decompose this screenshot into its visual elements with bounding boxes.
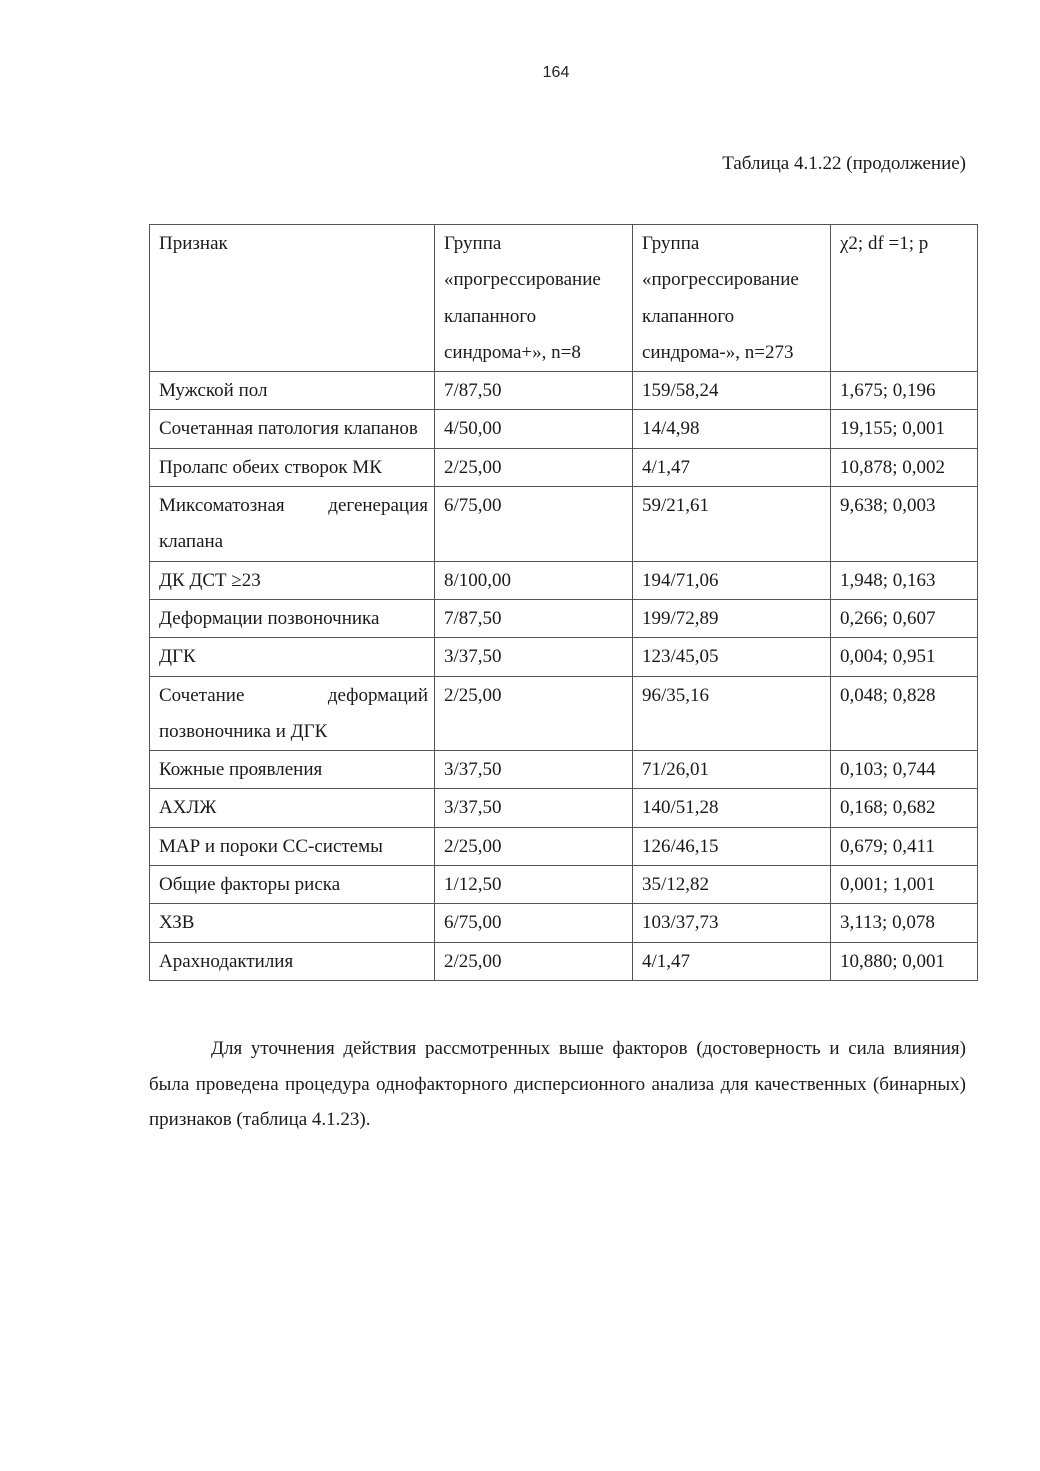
chi-square-cell: 0,103; 0,744 bbox=[831, 751, 978, 789]
page-number: 164 bbox=[542, 64, 570, 81]
group-plus-cell: 3/37,50 bbox=[435, 638, 633, 676]
chi-square-cell: 3,113; 0,078 bbox=[831, 904, 978, 942]
table-row bbox=[150, 372, 978, 410]
group-plus-cell: 6/75,00 bbox=[435, 487, 633, 562]
group-plus-cell: 7/87,50 bbox=[435, 599, 633, 637]
table-row bbox=[150, 448, 978, 486]
table-row bbox=[150, 789, 978, 827]
group-minus-cell: 4/1,47 bbox=[633, 942, 831, 980]
feature-cell: Общие факторы риска bbox=[150, 866, 435, 904]
group-minus-cell: 14/4,98 bbox=[633, 410, 831, 448]
group-minus-cell: 123/45,05 bbox=[633, 638, 831, 676]
feature-cell: Миксоматозная дегенерация клапана bbox=[150, 487, 435, 562]
header-line: «прогрессирование bbox=[642, 269, 799, 291]
chi-square-cell: 1,675; 0,196 bbox=[831, 372, 978, 410]
group-plus-cell: 1/12,50 bbox=[435, 866, 633, 904]
header-line: Признак bbox=[159, 233, 228, 254]
header-group-minus bbox=[633, 225, 831, 372]
group-minus-cell: 140/51,28 bbox=[633, 789, 831, 827]
header-line: «прогрессирование bbox=[444, 269, 601, 291]
group-minus-cell: 71/26,01 bbox=[633, 751, 831, 789]
group-plus-cell: 2/25,00 bbox=[435, 676, 633, 751]
feature-cell: ДГК bbox=[150, 638, 435, 676]
header-group-plus bbox=[435, 225, 633, 372]
data-table bbox=[149, 224, 978, 981]
feature-cell: Кожные проявления bbox=[150, 751, 435, 789]
table-row bbox=[150, 599, 978, 637]
group-plus-cell: 2/25,00 bbox=[435, 827, 633, 865]
group-plus-cell: 2/25,00 bbox=[435, 448, 633, 486]
table-caption: Таблица 4.1.22 (продолжение) bbox=[722, 153, 966, 174]
chi-square-cell: 10,880; 0,001 bbox=[831, 942, 978, 980]
chi-square-cell: 0,168; 0,682 bbox=[831, 789, 978, 827]
feature-cell: АХЛЖ bbox=[150, 789, 435, 827]
header-line: Группа bbox=[642, 233, 700, 254]
feature-cell: Сочетанная патология клапанов bbox=[150, 410, 435, 448]
group-minus-cell: 4/1,47 bbox=[633, 448, 831, 486]
feature-cell: Деформации позвоночника bbox=[150, 599, 435, 637]
group-plus-cell: 7/87,50 bbox=[435, 372, 633, 410]
group-plus-cell: 3/37,50 bbox=[435, 751, 633, 789]
table-row bbox=[150, 827, 978, 865]
table-row bbox=[150, 866, 978, 904]
table-row bbox=[150, 904, 978, 942]
group-plus-cell: 2/25,00 bbox=[435, 942, 633, 980]
header-line: Группа bbox=[444, 233, 502, 254]
group-minus-cell: 103/37,73 bbox=[633, 904, 831, 942]
chi-square-cell: 0,679; 0,411 bbox=[831, 827, 978, 865]
chi-square-cell: 10,878; 0,002 bbox=[831, 448, 978, 486]
group-plus-cell: 3/37,50 bbox=[435, 789, 633, 827]
table-row bbox=[150, 487, 978, 562]
chi-square-cell: 19,155; 0,001 bbox=[831, 410, 978, 448]
header-line: синдрома-», n=273 bbox=[642, 341, 794, 363]
feature-cell: Сочетание деформаций позвоночника и ДГК bbox=[150, 676, 435, 751]
chi-square-cell: 0,001; 1,001 bbox=[831, 866, 978, 904]
table-row bbox=[150, 751, 978, 789]
header-feature bbox=[150, 225, 435, 372]
table-row bbox=[150, 561, 978, 599]
group-minus-cell: 194/71,06 bbox=[633, 561, 831, 599]
chi-square-cell: 0,048; 0,828 bbox=[831, 676, 978, 751]
group-plus-cell: 4/50,00 bbox=[435, 410, 633, 448]
table-row bbox=[150, 942, 978, 980]
feature-cell: Пролапс обеих створок МК bbox=[150, 448, 435, 486]
header-line: клапанного bbox=[444, 305, 537, 327]
group-minus-cell: 159/58,24 bbox=[633, 372, 831, 410]
body-paragraph: Для уточнения действия рассмотренных выше факторов (достоверность и сила влияния) была проведена процедура однофакторного дисперсионного анализа для качественных (бинарных) признаков (таблица 4.1.23). bbox=[149, 1038, 966, 1130]
chi-square-cell: 0,004; 0,951 bbox=[831, 638, 978, 676]
feature-cell: ХЗВ bbox=[150, 904, 435, 942]
chi-square-cell: 0,266; 0,607 bbox=[831, 599, 978, 637]
chi-square-cell: 9,638; 0,003 bbox=[831, 487, 978, 562]
table-row bbox=[150, 410, 978, 448]
header-line: клапанного bbox=[642, 305, 735, 327]
group-plus-cell: 6/75,00 bbox=[435, 904, 633, 942]
header-line: χ2; df =1; p bbox=[840, 233, 929, 254]
table-header-row bbox=[150, 225, 978, 372]
feature-cell: Арахнодактилия bbox=[150, 942, 435, 980]
group-plus-cell: 8/100,00 bbox=[435, 561, 633, 599]
feature-cell: ДК ДСТ ≥23 bbox=[150, 561, 435, 599]
group-minus-cell: 35/12,82 bbox=[633, 866, 831, 904]
table-row bbox=[150, 638, 978, 676]
group-minus-cell: 59/21,61 bbox=[633, 487, 831, 562]
feature-cell: Мужской пол bbox=[150, 372, 435, 410]
feature-cell: МАР и пороки СС-системы bbox=[150, 827, 435, 865]
table-row bbox=[150, 676, 978, 751]
chi-square-cell: 1,948; 0,163 bbox=[831, 561, 978, 599]
group-minus-cell: 126/46,15 bbox=[633, 827, 831, 865]
header-chi-square bbox=[831, 225, 978, 372]
group-minus-cell: 96/35,16 bbox=[633, 676, 831, 751]
header-line: синдрома+», n=8 bbox=[444, 341, 581, 363]
group-minus-cell: 199/72,89 bbox=[633, 599, 831, 637]
